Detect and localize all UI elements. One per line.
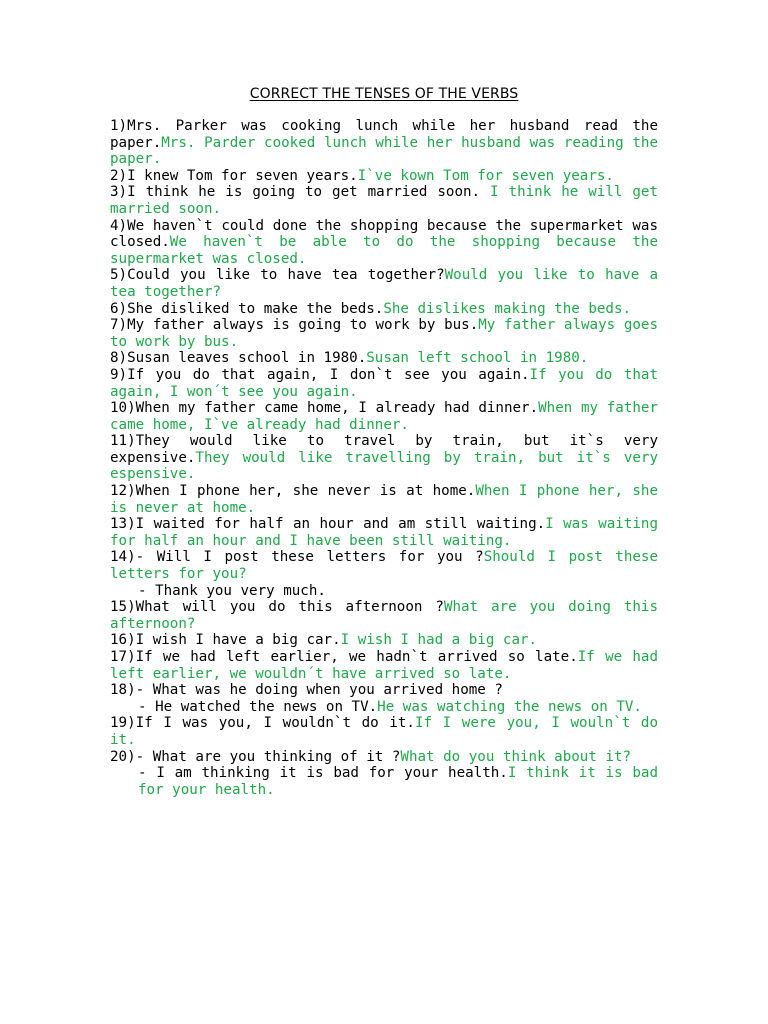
- original-sentence: 10)When my father came home, I already had dinner.: [110, 400, 539, 417]
- exercise-item: [110, 433, 667, 483]
- exercise-item: [110, 599, 667, 632]
- original-sentence: 16)I wish I have a big car.: [110, 632, 341, 649]
- original-sentence: 7)My father always is going to work by bus.: [110, 317, 479, 334]
- original-sentence: 18)- What was he doing when you arrived home ?: [110, 682, 503, 699]
- original-sentence: 19)If I was you, I wouldn`t do it.: [110, 715, 415, 732]
- original-sentence: 15)What will you do this afternoon ?: [110, 599, 444, 616]
- corrected-sentence: Should I post these letters for you?: [110, 549, 667, 583]
- corrected-sentence: Would you like to have a tea together?: [110, 267, 667, 300]
- exercise-item: [110, 317, 667, 350]
- exercise-item: [110, 400, 667, 433]
- exercise-item: [110, 632, 658, 649]
- corrected-sentence: When my father came home, I`ve already had dinner.: [110, 400, 667, 433]
- corrected-sentence: What are you doing this afternoon?: [110, 599, 667, 632]
- exercise-list: [110, 118, 667, 798]
- original-sentence: - Thank you very much.: [138, 582, 326, 599]
- exercise-item: [110, 699, 658, 716]
- exercise-item: [110, 649, 667, 682]
- corrected-sentence: I was waiting for half an hour and I have been still waiting.: [110, 516, 667, 549]
- corrected-sentence: If I were you, I wouln`t do it.: [110, 715, 667, 748]
- corrected-sentence: If we had left earlier, we wouldn´t have arrived so late.: [110, 649, 667, 682]
- exercise-item: [110, 267, 667, 300]
- original-sentence: 4)We haven`t could done the shopping because the supermarket was closed.: [110, 217, 667, 251]
- original-sentence: 17)If we had left earlier, we hadn`t arrived so late.: [110, 649, 578, 665]
- exercise-item: [110, 168, 658, 185]
- exercise-item: [110, 184, 667, 217]
- corrected-sentence: She dislikes making the beds.: [383, 300, 632, 317]
- corrected-sentence: I`ve kown Tom for seven years.: [357, 167, 614, 184]
- corrected-sentence: When I phone her, she is never at home.: [110, 483, 667, 516]
- original-sentence: - I am thinking it is bad for your health.: [138, 765, 508, 782]
- exercise-item: [110, 350, 658, 367]
- corrected-sentence: What do you think about it?: [400, 748, 632, 765]
- corrected-sentence: I wish I had a big car.: [340, 632, 538, 649]
- original-sentence: 5)Could you like to have tea together?: [110, 267, 445, 284]
- original-sentence: 9)If you do that again, I don`t see you again.: [110, 366, 530, 383]
- exercise-item: [110, 749, 658, 766]
- corrected-sentence: I think he will get married soon.: [110, 184, 667, 217]
- original-sentence: 12)When I phone her, she never is at home.: [110, 483, 476, 500]
- original-sentence: 3)I think he is going to get married soon.: [110, 184, 491, 201]
- corrected-sentence: They would like travelling by train, but it`s very espensive.: [110, 449, 667, 483]
- exercise-item: [110, 516, 667, 549]
- corrected-sentence: I think it is bad for your health.: [138, 765, 667, 798]
- exercise-item: [110, 301, 658, 318]
- exercise-item: [110, 118, 667, 168]
- original-sentence: - He watched the news on TV.: [138, 698, 378, 715]
- exercise-item: [110, 483, 667, 516]
- exercise-item: [110, 549, 667, 583]
- corrected-sentence: My father always goes to work by bus.: [110, 317, 667, 350]
- original-sentence: 2)I knew Tom for seven years.: [110, 167, 358, 184]
- exercise-item: [110, 366, 667, 400]
- corrected-sentence: He was watching the news on TV.: [377, 698, 642, 715]
- corrected-sentence: We haven`t be able to do the shopping because the supermarket was closed.: [110, 234, 667, 267]
- page-title: CORRECT THE TENSES OF THE VERBS: [249, 86, 519, 102]
- original-sentence: 11)They would like to travel by train, but it`s very expensive.: [110, 433, 667, 466]
- corrected-sentence: If you do that again, I won´t see you again.: [110, 366, 667, 400]
- exercise-item: [110, 217, 667, 268]
- original-sentence: 20)- What are you thinking of it ?: [110, 748, 401, 765]
- original-sentence: 8)Susan leaves school in 1980.: [110, 350, 367, 367]
- exercise-item: [110, 765, 667, 798]
- original-sentence: 1)Mrs. Parker was cooking lunch while her husband read the paper.: [110, 118, 667, 151]
- corrected-sentence: Susan left school in 1980.: [366, 350, 589, 367]
- original-sentence: 13)I waited for half an hour and am still waiting.: [110, 516, 546, 533]
- original-sentence: 6)She disliked to make the beds.: [110, 300, 384, 317]
- corrected-sentence: Mrs. Parder cooked lunch while her husband was reading the paper.: [110, 134, 667, 168]
- exercise-item: [110, 715, 667, 748]
- original-sentence: 14)- Will I post these letters for you ?: [110, 549, 484, 566]
- exercise-item: [110, 583, 658, 600]
- exercise-item: [110, 682, 658, 699]
